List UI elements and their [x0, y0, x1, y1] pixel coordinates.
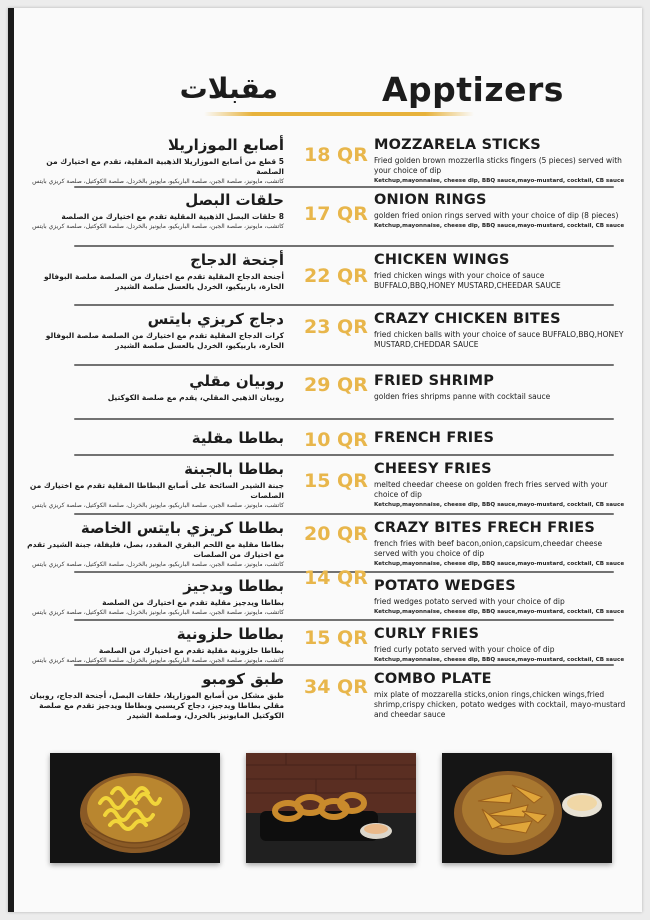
item-sauces: Ketchup,mayonnaise, cheese dip, BBQ sauce,mayo-mustard, cocktail, CB sauce — [374, 223, 625, 229]
item-divider — [74, 245, 614, 247]
item-description: melted cheedar cheese on golden frech fries served with your choice of dip — [374, 480, 608, 499]
item-price: 15 QR — [304, 470, 368, 492]
item-name-arabic: بطاطا بالجبنة — [184, 460, 284, 478]
item-description-arabic: روبيان الذهبي المقلي، يقدم مع صلصة الكوكتيل — [107, 393, 284, 402]
item-price: 34 QR — [304, 676, 368, 698]
item-name-arabic: روبيان مقلي — [189, 372, 284, 390]
curly-fries-basket-photo — [50, 753, 220, 863]
item-name-arabic: حلقات البصل — [185, 191, 284, 209]
item-price: 20 QR — [304, 523, 368, 545]
item-description: mix plate of mozzarella sticks,onion rings,chicken wings,fried shrimp,crispy chicken, potato wedges with cocktail, mayo-mustard and cheedar sauce — [374, 690, 626, 719]
item-name: CURLY FRIES — [374, 626, 480, 642]
item-sauces: Ketchup,mayonnaise, cheese dip, BBQ sauce,mayo-mustard, cocktail, CB sauce — [374, 561, 625, 567]
menu-page — [8, 8, 642, 912]
item-description-arabic: 5 قطع من أصابع الموزاريلا الذهبية المقلية، تقدم مع اختيارك من الصلصة — [46, 157, 284, 176]
item-sauces-arabic: كاتشب، مايونيز، صلصة الجبن، صلصة الباربكيو، مايونيز بالخردل، صلصة الكوكتيل، صلصة كريزي بايتس — [32, 502, 284, 509]
item-description-arabic: 8 حلقات البصل الذهبية المقلية تقدم مع اختيارك من الصلصة — [61, 212, 284, 221]
item-price: 22 QR — [304, 265, 368, 287]
item-description: fried curly potato served with your choice of dip — [374, 645, 555, 654]
item-name: COMBO PLATE — [374, 671, 492, 687]
item-divider — [74, 418, 614, 420]
item-name-arabic: بطاطا مقلية — [191, 429, 284, 447]
item-name-arabic: طبق كومبو — [202, 670, 284, 688]
item-description-arabic: بطاطا حلزونية مقلية تقدم مع اختيارك من الصلصة — [98, 646, 284, 655]
item-divider — [74, 364, 614, 366]
item-price: 17 QR — [304, 203, 368, 225]
item-sauces: Ketchup,mayonnaise, cheese dip, BBQ sauce,mayo-mustard, cocktail, CB sauce — [374, 502, 625, 508]
item-name-arabic: بطاطا كريزي بايتس الخاصة — [80, 519, 284, 537]
item-sauces: Ketchup,mayonnaise, cheese dip, BBQ sauce,mayo-mustard, cocktail, CB sauce — [374, 178, 625, 184]
item-price: 10 QR — [304, 429, 368, 451]
item-description-arabic: كرات الدجاج المقلية تقدم مع اختيارك من الصلصة صلصة البوفالو الحارة، باربيكيو، الخردل بالعسل صلصة الشيدر — [45, 331, 284, 350]
item-name-arabic: بطاطا ويدجيز — [183, 577, 284, 595]
item-name: FRENCH FRIES — [374, 430, 495, 446]
potato-wedges-basket-icon — [442, 753, 612, 863]
item-name: POTATO WEDGES — [374, 578, 516, 594]
onion-rings-plate-photo — [246, 753, 416, 863]
item-price: 14 QR — [304, 567, 368, 589]
item-divider — [74, 304, 614, 306]
item-description-arabic: بطاطا مقلية مع اللحم البقري المقدد، بصل، فليفلة، جبنة الشيدر تقدم مع اختيارك من الصلصات — [27, 540, 284, 559]
item-name: CRAZY BITES FRECH FRIES — [374, 520, 596, 536]
item-price: 23 QR — [304, 316, 368, 338]
item-divider — [74, 619, 614, 621]
item-sauces-arabic: كاتشب، مايونيز، صلصة الجبن، صلصة الباربكيو، مايونيز بالخردل، صلصة الكوكتيل، صلصة كريزي بايتس — [32, 561, 284, 568]
item-divider — [74, 513, 614, 515]
item-description: golden fried onion rings served with your choice of dip (8 pieces) — [374, 211, 619, 220]
item-divider — [74, 186, 614, 188]
item-description: golden fries shripms panne with cocktail sauce — [374, 392, 551, 401]
item-sauces: Ketchup,mayonnaise, cheese dip, BBQ sauce,mayo-mustard, cocktail, CB sauce — [374, 609, 625, 615]
item-description-arabic: أجنحة الدجاج المقلية تقدم مع اختيارك من الصلصة صلصة البوفالو الحارة، باربيكيو، الخردل بالعسل صلصة الشيدر — [43, 272, 284, 291]
item-name: CHEESY FRIES — [374, 461, 492, 477]
title-underline — [204, 112, 474, 116]
item-description: Fried golden brown mozzerlla sticks fingers (5 pieces) served with your choice of dip — [374, 156, 622, 175]
item-name: FRIED SHRIMP — [374, 373, 495, 389]
item-price: 29 QR — [304, 374, 368, 396]
item-sauces: Ketchup,mayonnaise, cheese dip, BBQ sauce,mayo-mustard, cocktail, CB sauce — [374, 657, 625, 663]
item-name-arabic: بطاطا حلزونية — [176, 625, 284, 643]
curly-fries-basket-icon — [50, 753, 220, 863]
item-description: french fries with beef bacon,onion,capsicum,cheedar cheese served with you choice of dip — [374, 539, 603, 558]
item-name: MOZZARELA STICKS — [374, 137, 541, 153]
item-price: 15 QR — [304, 627, 368, 649]
item-description: fried chicken balls with your choice of sauce BUFFALO,BBQ,HONEY MUSTARD,CHEDDAR SAUCE — [374, 330, 624, 349]
item-sauces-arabic: كاتشب، مايونيز، صلصة الجبن، صلصة الباربكيو، مايونيز بالخردل، صلصة الكوكتيل، صلصة كريزي بايتس — [32, 657, 284, 664]
item-sauces-arabic: كاتشب، مايونيز، صلصة الجبن، صلصة الباربكيو، مايونيز بالخردل، صلصة الكوكتيل، صلصة كريزي بايتس — [32, 223, 284, 230]
item-name: CHICKEN WINGS — [374, 252, 510, 268]
item-sauces-arabic: كاتشب، مايونيز، صلصة الجبن، صلصة الباربكيو، مايونيز بالخردل، صلصة الكوكتيل، صلصة كريزي بايتس — [32, 609, 284, 616]
item-description-arabic: طبق مشكل من أصابع الموزاريلا، حلقات البصل، أجنحة الدجاج، روبيان مقلي بطاطا ويدجيز، دجاج كريسبي وبطاطا ويدجيز تقدم مع صلصة الكوكتيل المايونيز بالخردل، وصلصة الشيدر — [29, 691, 284, 720]
item-description: fried chicken wings with your choice of sauce BUFFALO,BBQ,HONEY MUSTARD,CHEEDAR SAUCE — [374, 271, 561, 290]
item-description-arabic: جبنة الشيدر السائحة على أصابع البطاطا المقلية تقدم مع اختيارك من الصلصات — [29, 481, 284, 500]
item-name-arabic: أصابع الموزاريلا — [167, 136, 284, 154]
item-name: ONION RINGS — [374, 192, 487, 208]
item-name-arabic: دجاج كريزي بايتس — [147, 310, 284, 328]
section-title: Apptizers — [382, 70, 564, 109]
item-divider — [74, 664, 614, 666]
item-divider — [74, 454, 614, 456]
item-description-arabic: بطاطا ويدجيز مقلية تقدم مع اختيارك من الصلصة — [102, 598, 284, 607]
item-name-arabic: أجنحة الدجاج — [190, 251, 284, 269]
item-name: CRAZY CHICKEN BITES — [374, 311, 561, 327]
item-description: fried wedges potato served with your choice of dip — [374, 597, 565, 606]
potato-wedges-basket-photo — [442, 753, 612, 863]
item-sauces-arabic: كاتشب، مايونيز، صلصة الجبن، صلصة الباربكيو، مايونيز بالخردل، صلصة الكوكتيل، صلصة كريزي بايتس — [32, 178, 284, 185]
onion-rings-plate-icon — [246, 753, 416, 863]
section-title-arabic: مقبلات — [179, 72, 278, 105]
item-price: 18 QR — [304, 144, 368, 166]
